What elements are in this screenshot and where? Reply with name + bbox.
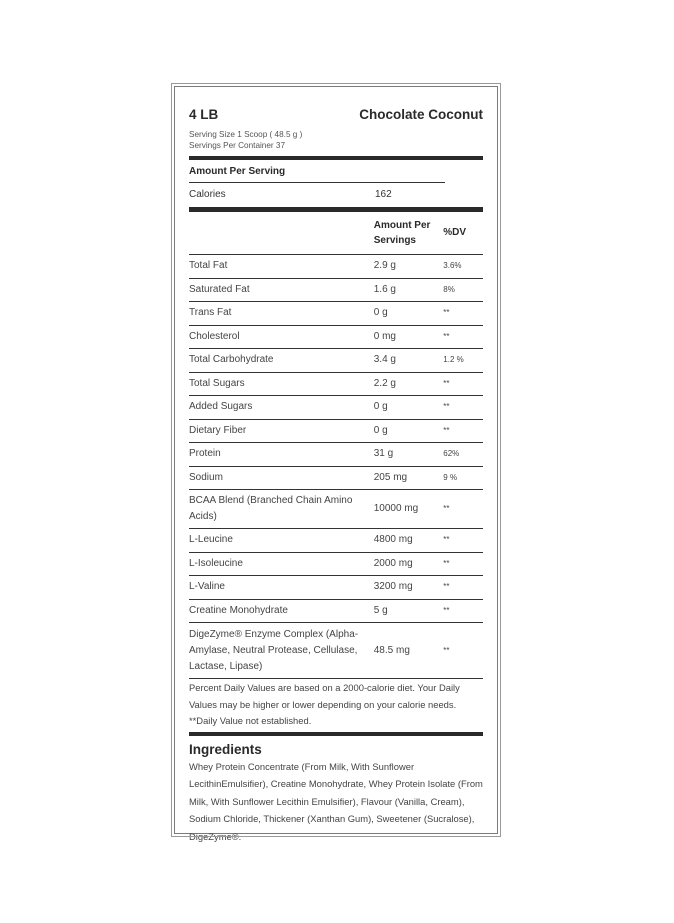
- nutrient-amount: 205 mg: [373, 471, 408, 483]
- nutrient-amount: 4800 mg: [373, 534, 413, 546]
- nutrient-amount: 2.2 g: [373, 377, 396, 389]
- nutrient-amount: 10000 mg: [373, 503, 419, 514]
- nutrient-dv: 1.2 %: [443, 355, 464, 365]
- nutrient-name: Total Fat: [189, 260, 228, 272]
- nutrient-name: Dietary Fiber: [189, 424, 247, 436]
- nutrient-name: Saturated Fat: [189, 283, 250, 295]
- nutrient-dv: **: [443, 331, 450, 341]
- nutrition-facts-label: [174, 86, 498, 842]
- nutrient-name: Total Carbohydrate: [189, 354, 274, 366]
- table-row: [189, 349, 483, 373]
- table-row: [189, 255, 483, 279]
- nutrient-dv: **: [443, 535, 450, 545]
- table-row: [189, 373, 483, 397]
- table-row: [189, 443, 483, 467]
- nutrient-amount: 48.5 mg: [373, 644, 410, 656]
- calories-row: [189, 183, 483, 207]
- table-row: [189, 326, 483, 350]
- servings-per-container: Servings Per Container 37: [189, 141, 286, 150]
- nutrient-name: L-Valine: [189, 581, 225, 593]
- nutrient-name: Cholesterol: [189, 330, 240, 342]
- table-row: [189, 623, 483, 679]
- table-row: [189, 600, 483, 624]
- table-row: [189, 553, 483, 577]
- nutrient-dv: **: [443, 504, 450, 513]
- package-size: 4 LB: [189, 107, 219, 122]
- serving-size: Serving Size 1 Scoop ( 48.5 g ): [189, 130, 303, 139]
- nutrient-dv: 9 %: [443, 472, 458, 482]
- nutrient-name: Trans Fat: [189, 307, 232, 319]
- table-row: [189, 279, 483, 303]
- nutrient-dv: **: [443, 582, 450, 592]
- table-header: [189, 212, 483, 255]
- nutrient-dv: 62%: [443, 449, 460, 459]
- serving-info: [189, 129, 483, 151]
- nutrient-name: Creatine Monohydrate: [189, 604, 288, 616]
- header-name-column: [189, 218, 374, 248]
- header-amount: Amount Per Servings: [373, 220, 431, 246]
- nutrient-amount: 31 g: [373, 448, 394, 460]
- ingredients-heading: Ingredients: [189, 741, 262, 757]
- label-header: [189, 87, 483, 122]
- nutrient-table: [189, 255, 483, 679]
- ingredients-text: Whey Protein Concentrate (From Milk, With Sunflower LecithinEmulsifier), Creatine Monohydrate, Whey Protein Isolate (From Milk, With Sunflower Lecithin Emulsifier), Flavour (Vanilla, Cream), Sodium Chloride, Thickener (Xanthan Gum), Sweetener (Sucralose), DigeZyme®.: [189, 760, 483, 842]
- nutrient-dv: **: [443, 605, 450, 615]
- nutrient-dv: **: [443, 425, 450, 435]
- amount-per-serving-heading: Amount Per Serving: [189, 166, 286, 177]
- nutrient-name: Sodium: [189, 471, 223, 483]
- nutrient-name: BCAA Blend (Branched Chain Amino Acids): [189, 495, 353, 522]
- nutrient-dv: **: [443, 402, 450, 412]
- nutrient-name: Total Sugars: [189, 377, 245, 389]
- nutrient-amount: 0 g: [373, 424, 388, 436]
- nutrient-amount: 2000 mg: [373, 557, 413, 569]
- nutrient-amount: 5 g: [373, 604, 388, 616]
- nutrient-amount: 0 g: [373, 307, 388, 319]
- flavor-name: Chocolate Coconut: [359, 107, 483, 122]
- table-row: [189, 529, 483, 553]
- nutrient-amount: 3.4 g: [373, 354, 396, 366]
- table-row: [189, 396, 483, 420]
- nutrient-amount: 0 g: [373, 401, 388, 413]
- nutrient-amount: 3200 mg: [373, 581, 413, 593]
- table-row: [189, 490, 483, 529]
- nutrient-amount: 0 mg: [373, 330, 396, 342]
- table-row: [189, 467, 483, 491]
- table-row: [189, 420, 483, 444]
- nutrient-dv: **: [443, 378, 450, 388]
- nutrient-amount: 2.9 g: [373, 260, 396, 272]
- nutrient-name: Protein: [189, 448, 221, 460]
- calories-value: 162: [375, 189, 392, 200]
- header-dv: %DV: [443, 227, 467, 238]
- nutrient-amount: 1.6 g: [373, 283, 396, 295]
- nutrient-name: DigeZyme® Enzyme Complex (Alpha-Amylase, Neutral Protease, Cellulase, Lactase, Lipase): [189, 628, 359, 672]
- nutrient-dv: **: [443, 558, 450, 568]
- calories-label: Calories: [189, 189, 226, 200]
- nutrient-name: Added Sugars: [189, 401, 253, 413]
- nutrient-dv: **: [443, 645, 450, 655]
- nutrient-dv: **: [443, 308, 450, 318]
- nutrient-dv: 3.6%: [443, 261, 462, 271]
- nutrient-dv: 8%: [443, 284, 455, 294]
- table-row: [189, 302, 483, 326]
- nutrient-name: L-Isoleucine: [189, 557, 243, 569]
- nutrient-name: L-Leucine: [189, 534, 233, 546]
- daily-value-footnote: Percent Daily Values are based on a 2000-calorie diet. Your Daily Values may be higher or lower depending on your calorie needs. **Daily Value not established.: [189, 682, 460, 726]
- table-row: [189, 576, 483, 600]
